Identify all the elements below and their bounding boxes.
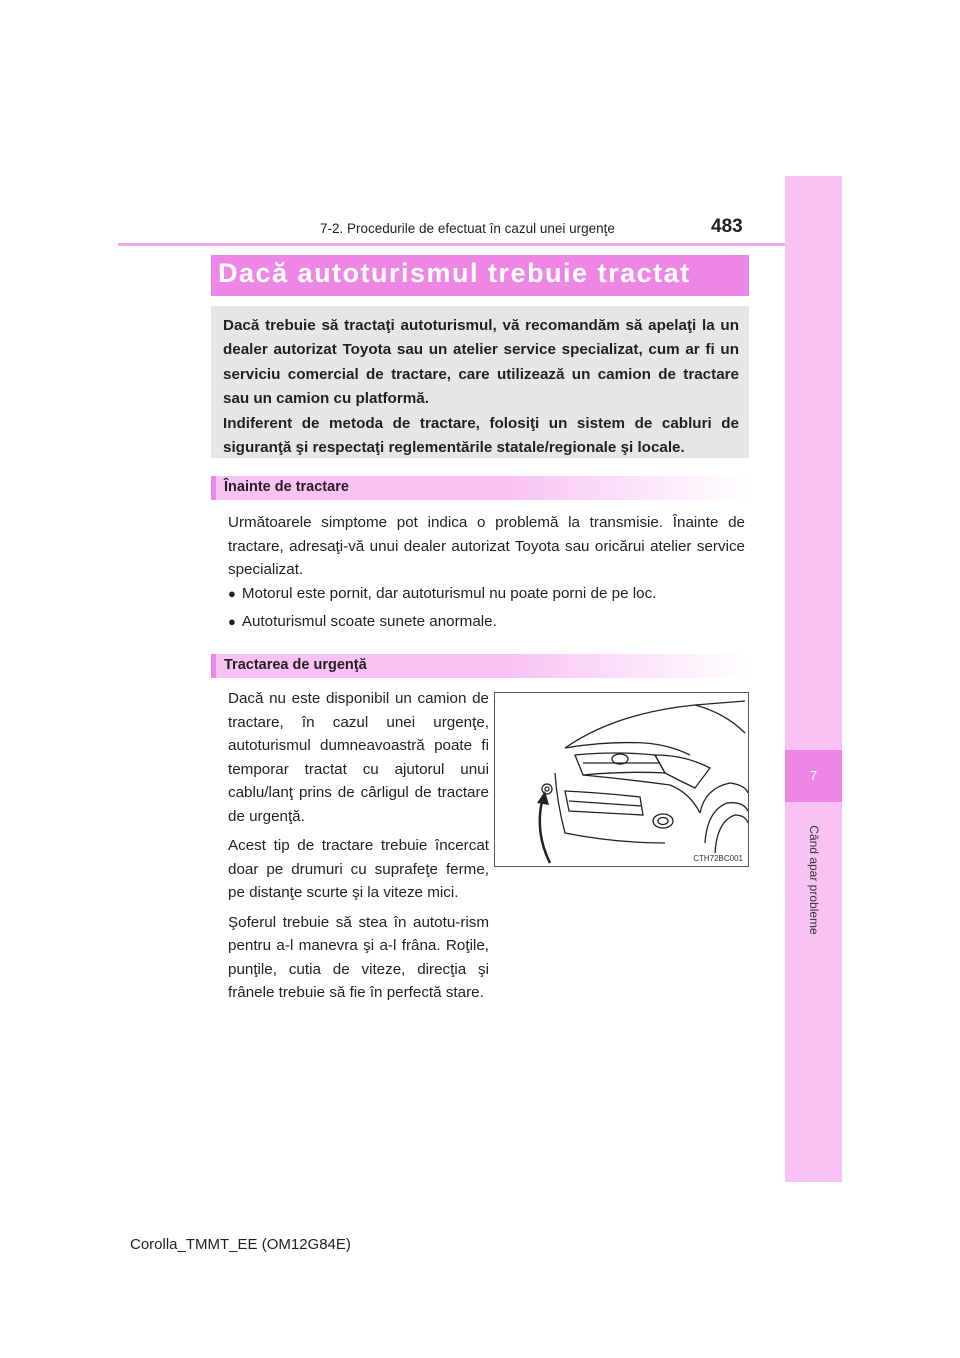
car-front-drawing bbox=[495, 693, 748, 866]
figure-code: CTH72BC001 bbox=[693, 854, 743, 863]
section-title: 7-2. Procedurile de efectuat în cazul unei urgenţe bbox=[320, 221, 615, 236]
bullet-icon: ● bbox=[228, 586, 236, 601]
list-item-text: Autoturismul scoate sunete anormale. bbox=[241, 613, 497, 630]
header-divider bbox=[118, 243, 785, 246]
subheading-bar bbox=[211, 654, 216, 678]
body-paragraph: Dacă nu este disponibil un camion de tractare, în cazul unei urgenţe, autoturismul dumneavoastră poate fi temporar tractat cu ajutorul unui cablu/lanţ prins de cârligul de tractare de urgenţă. bbox=[228, 690, 489, 825]
body-paragraph: Şoferul trebuie să stea în autotu-rism pentru a-l manevra şi a-l frâna. Roţile, punţile, cutia de viteze, direcţia şi frânele trebuie să fie în perfectă stare. bbox=[228, 913, 489, 1001]
page-title: Dacă autoturismul trebuie tractat bbox=[218, 258, 691, 288]
list-item bbox=[228, 611, 497, 633]
chapter-side-tab bbox=[785, 176, 842, 1182]
subheading-before-towing bbox=[211, 476, 749, 500]
subheading-emergency-towing bbox=[211, 654, 749, 678]
list-item-text: Motorul este pornit, dar autoturismul nu poate porni de pe loc. bbox=[241, 585, 657, 602]
footer-document-id: Corolla_TMMT_EE (OM12G84E) bbox=[130, 1236, 351, 1253]
intro-box bbox=[211, 306, 749, 458]
chapter-number: 7 bbox=[809, 768, 818, 783]
subheading-bar bbox=[211, 476, 216, 500]
emergency-towing-text bbox=[228, 687, 489, 1011]
body-paragraph: Acest tip de tractare trebuie încercat doar pe drumuri cu suprafeţe ferme, pe distanţe scurte şi la viteze mici. bbox=[228, 837, 489, 901]
subheading-text: Tractarea de urgenţă bbox=[224, 657, 367, 673]
intro-paragraph: Indiferent de metoda de tractare, folosiţi un sistem de cabluri de siguranţă şi respectaţi reglementările statale/regionale şi locale. bbox=[223, 414, 739, 457]
car-front-illustration bbox=[494, 692, 749, 867]
body-paragraph: Următoarele simptome pot indica o problemă la transmisie. Înainte de tractare, adresaţi-vă unui dealer autorizat Toyota sau oricărui atelier service specializat. bbox=[228, 514, 745, 578]
intro-paragraph: Dacă trebuie să tractaţi autoturismul, vă recomandăm să apelaţi la un dealer autorizat Toyota sau un atelier service specializat, cum ar fi un serviciu comercial de tractare, care utilizează un camion de tractare sau un camion cu platformă. bbox=[223, 317, 739, 408]
before-towing-paragraph bbox=[228, 511, 745, 582]
page-number: 483 bbox=[711, 216, 743, 237]
bullet-icon: ● bbox=[228, 614, 236, 629]
list-item bbox=[228, 583, 656, 605]
chapter-title: Când apar probleme bbox=[807, 825, 821, 935]
subheading-text: Înainte de tractare bbox=[224, 479, 349, 495]
